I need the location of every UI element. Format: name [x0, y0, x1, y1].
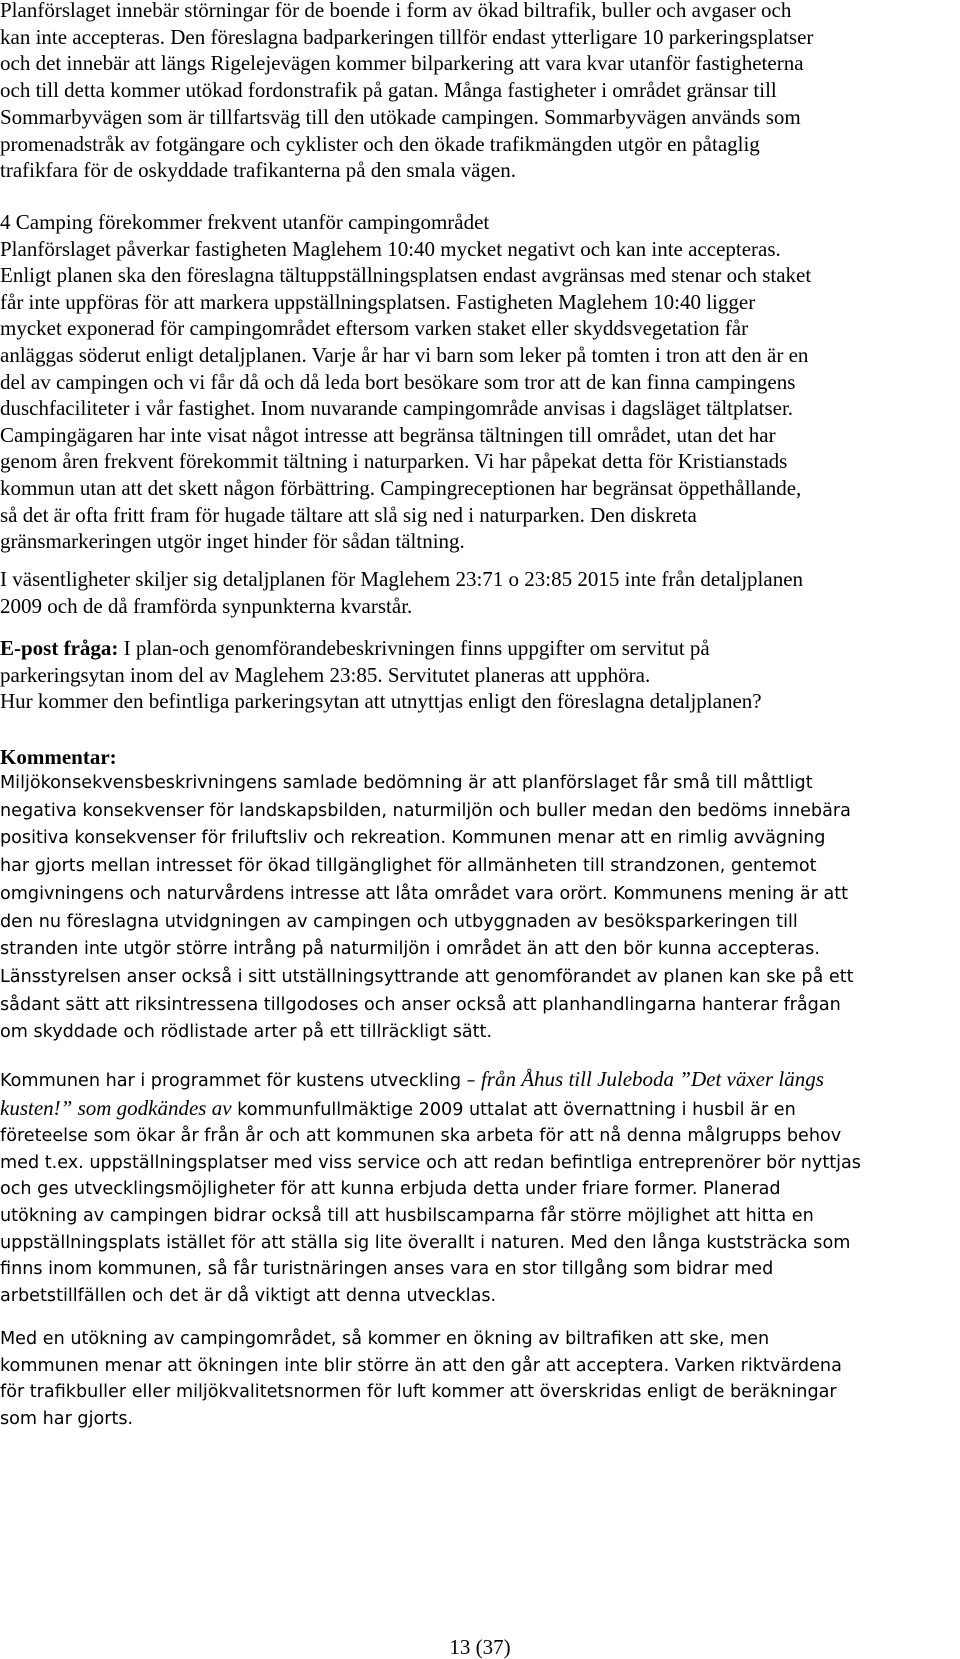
text-line: har gjorts mellan intresset för ökad tillgänglighet för allmänheten till strandzonen, gentemot [0, 856, 817, 877]
text-line: för trafikbuller eller miljökvalitetsnormen för luft kommer att överskridas enligt de beräkningar [0, 1382, 837, 1403]
comment-paragraph-program [0, 1066, 960, 1309]
paragraph-detaljplan [0, 566, 960, 619]
paragraph-traffic [0, 0, 960, 184]
email-question [0, 635, 960, 715]
text-line: utökning av campingen bidrar också till att husbilscamparna får större möjlighet att hitta en [0, 1205, 814, 1226]
text-line: promenadstråk av fotgängare och cyklister och den ökade trafikmängden utgör en påtaglig [0, 131, 760, 156]
text-line: Länsstyrelsen anser också i sitt utställningsyttrande att genomförandet av planen kan ske på ett [0, 966, 854, 987]
text-line: kusten!” som godkändes av kommunfullmäktige 2009 uttalat att övernattning i husbil är en [0, 1095, 796, 1120]
text-line: E-post fråga: I plan-och genomförandebeskrivningen finns uppgifter om servitut på [0, 636, 710, 660]
text-line: kan inte accepteras. Den föreslagna badparkeringen tillför endast ytterligare 10 parkeringsplatser [0, 24, 814, 49]
text-line: Kommunen har i programmet för kustens utveckling – från Åhus till Juleboda ”Det växer längs [0, 1067, 824, 1091]
text-line: så det är ofta fritt fram för hugade tältare att slå sig ned i naturparken. Den diskreta [0, 502, 697, 527]
text-line: sådant sätt att riksintressena tillgodoses och anser också att planhandlingarna hanterar frågan [0, 994, 841, 1015]
comment-heading: Kommentar: [0, 745, 117, 769]
text-line: kommun utan att det skett någon förbättring. Campingreceptionen har begränsat öppethållande, [0, 475, 802, 500]
text-line: kommunen menar att ökningen inte blir större än att den går att acceptera. Varken riktvärdena [0, 1355, 842, 1376]
text-line: mycket exponerad för campingområdet eftersom varken staket eller skyddsvegetation får [0, 316, 749, 341]
page-number: 13 (37) [449, 1635, 511, 1659]
text-line: anläggas söderut enligt detaljplanen. Varje år har vi barn som leker på tomten i tron att den är en [0, 342, 809, 367]
text-line: parkeringsytan inom del av Maglehem 23:85. Servitutet planeras att upphöra. [0, 662, 651, 687]
comment-heading-block [0, 744, 960, 771]
text-line: Campingägaren har inte visat något intresse att begränsa tältningen till området, utan det har [0, 422, 776, 447]
text-line: Hur kommer den befintliga parkeringsytan att utnyttjas enligt den föreslagna detaljplanen? [0, 689, 762, 713]
text-line: företeelse som ökar år från år och att kommunen ska arbeta för att nå denna målgrupps behov [0, 1126, 842, 1147]
text-line: Enligt planen ska den föreslagna tältuppställningsplatsen endast avgränsas med stenar och staket [0, 263, 812, 288]
text-line: Sommarbyvägen som är tillfartsväg till den utökade campingen. Sommarbyvägen används som [0, 104, 801, 129]
text-line: Miljökonsekvensbeskrivningens samlade bedömning är att planförslaget får små till måttligt [0, 773, 813, 793]
text-line: finns inom kommunen, så får turistnäringen anses vara en stor tillgång som bidrar med [0, 1259, 774, 1280]
text-line: trafikfara för de oskyddade trafikanterna på den smala vägen. [0, 158, 517, 183]
text-line: som har gjorts. [0, 1408, 134, 1429]
text-line: Planförslaget innebär störningar för de boende i form av ökad biltrafik, buller och avgaser och [0, 0, 792, 22]
text-line: den nu föreslagna utvidgningen av campingen och utbyggnaden av besöksparkeringen till [0, 911, 798, 932]
paragraph-camping [0, 209, 960, 555]
comment-paragraph-traffic [0, 1326, 960, 1432]
section-heading: 4 Camping förekommer frekvent utanför campingområdet [0, 210, 490, 234]
text-line: och till detta kommer utökad fordonstrafik på gatan. Många fastigheter i området gränsar till [0, 78, 777, 103]
text-line: om skyddade och rödlistade arter på ett tillräckligt sätt. [0, 1022, 493, 1043]
text-line: positiva konsekvenser för friluftsliv och rekreation. Kommunen menar att en rimlig avvägning [0, 828, 826, 849]
text-line: I väsentligheter skiljer sig detaljplanen för Maglehem 23:71 o 23:85 2015 inte från detaljplanen [0, 567, 804, 591]
text-line: Med en utökning av campingområdet, så kommer en ökning av biltrafiken att ske, men [0, 1329, 770, 1349]
text-line: 2009 och de då framförda synpunkterna kvarstår. [0, 593, 413, 618]
text-line: del av campingen och vi får då och då leda bort besökare som tror att de kan finna campingens [0, 369, 796, 394]
text-line: och ges utvecklingsmöjligheter för att kunna erbjuda detta under friare former. Planerad [0, 1179, 781, 1200]
text-line: genom åren frekvent förekommit tältning i naturparken. Vi har påpekat detta för Kristianstads [0, 449, 788, 474]
text-line: Planförslaget påverkar fastigheten Maglehem 10:40 mycket negativt och kan inte accepteras. [0, 236, 781, 261]
text-line: gränsmarkeringen utgör inget hinder för sådan tältning. [0, 529, 465, 554]
text-line: och det innebär att längs Rigelejevägen kommer bilparkering att vara kvar utanför fastigheterna [0, 51, 804, 76]
email-label: E-post fråga: [0, 636, 119, 660]
text-line: omgivningens och naturvårdens intresse att låta området vara orört. Kommunens mening är att [0, 883, 849, 904]
comment-paragraph-assessment [0, 770, 960, 1047]
text-line: negativa konsekvenser för landskapsbilden, naturmiljön och buller medan den bedöms innebära [0, 800, 851, 821]
text-line: duschfaciliteter i vår fastighet. Inom nuvarande campingområde anvisas i dagsläget tältplatser. [0, 396, 794, 421]
text-line: stranden inte utgör större intrång på naturmiljön i området än att den bör kunna accepteras. [0, 939, 820, 960]
text-line: får inte uppföras för att markera uppställningsplatsen. Fastigheten Maglehem 10:40 ligger [0, 289, 756, 314]
text-line: med t.ex. uppställningsplatser med viss service och att redan befintliga entreprenörer bör nyttjas [0, 1152, 861, 1173]
text-line: uppställningsplats istället för att ställa sig lite överallt i naturen. Med den långa kuststräcka som [0, 1232, 851, 1253]
text-line: arbetstillfällen och det är då viktigt att denna utvecklas. [0, 1285, 497, 1306]
